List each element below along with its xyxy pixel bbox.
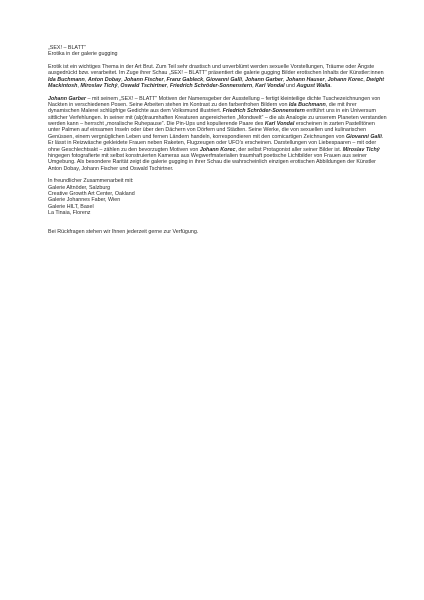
paragraph-text: , bbox=[282, 76, 286, 83]
document-content bbox=[48, 45, 388, 235]
paragraph-text: , bbox=[166, 83, 170, 90]
artist-name: Franz Gableck bbox=[166, 76, 204, 83]
artist-name: Friedrich Schröder-Sonnenstern bbox=[169, 83, 253, 90]
artist-name: Oswald Tschirtner bbox=[120, 83, 167, 90]
artist-name: Dwight Mackintosh bbox=[48, 76, 384, 90]
paragraph-text: entführt uns in ein Universum sittlicher Verfehlungen. In seiner mit (alp)traumhaften Kreaturen angereicherten „Mondwelt“ – die als Analogie zu unserem Planeten verstanden werden kann – herrscht „moralische Ruhepause“. Die Pin-Ups und kopulierende Paare des bbox=[48, 108, 387, 128]
artist-name: Johann Korec bbox=[199, 146, 236, 153]
paragraph-text: . bbox=[330, 83, 332, 90]
paragraph-text: erscheinen in zarten Pastelltönen unter Palmen auf einsamen Inseln oder über den Dächern von Dörfern und Städten. Seine Werke, die von sexuellen und kulinarischen Genüssen, einem vergnüglichen Leben und fernen Ländern handeln, korrespondieren mit den comicartigen Zeichnungen von bbox=[48, 121, 375, 140]
paragraph-text: , bbox=[363, 76, 367, 83]
partners-list bbox=[48, 178, 388, 216]
partner-item: La Tinaia, Florenz bbox=[48, 209, 91, 216]
artist-name: Ida Buchmann bbox=[48, 76, 85, 83]
partners-intro: In freundlicher Zusammenarbeit mit: bbox=[48, 178, 134, 185]
artist-name: Miroslav Tichý bbox=[342, 146, 380, 153]
closing-line: Bei Rückfragen stehen wir Ihnen jederzeit gerne zur Verfügung. bbox=[48, 228, 199, 235]
paragraph-text: , bbox=[324, 76, 328, 83]
paragraph-text: , bbox=[252, 83, 256, 90]
artist-name: Giovanni Galli bbox=[345, 133, 382, 140]
document-subtitle: Erotika in der galerie gugging bbox=[48, 51, 118, 58]
artist-name: Anton Dobay bbox=[87, 76, 122, 83]
paragraph-text: Erotik ist ein wichtiges Thema in der Art Brut. Zum Teil sehr drastisch und unverblümt werden sexuelle Vorstellungen, Träume oder Ängste ausgedrückt bzw. verarbeitet. Im Zuge ihrer Schau „SEX! – BLATT“ präsentiert die galerie gugging Bilder erotischen Inhalts der Künstler:innen bbox=[48, 64, 384, 77]
paragraph-text: , bbox=[163, 76, 167, 83]
body-paragraph bbox=[48, 96, 388, 172]
paragraph-text: , bbox=[77, 83, 81, 90]
paragraph-text: hingegen fotografierte mit selbst konstruierten Kameras aus Wegwerfmaterialien traumhaft poetische Lichtbilder von Frauen aus seiner Umgebung. Als besondere Rarität zeigt die galerie gugging in ihrer Schau die wahrscheinlich einzigen erotischen Abbildungen der Künstler Anton Dobay, Johann Fischer und Oswald Tschirtner. bbox=[48, 152, 376, 172]
paragraph-text: , bbox=[203, 76, 207, 83]
document-title: „SEX! – BLATT“ bbox=[48, 45, 86, 51]
artist-name: Johann Garber bbox=[48, 95, 87, 102]
artist-name: August Walla bbox=[296, 83, 331, 90]
partner-item: Galerie Altnöder, Salzburg bbox=[48, 184, 111, 191]
paragraph-text: , die mit ihrer dynamischen Malerei schlüpfrige Gedichte aus dem Volksmund illustriert. bbox=[48, 102, 357, 115]
paragraph-text: , bbox=[241, 76, 245, 83]
partner-item: Galerie HILT, Basel bbox=[48, 203, 94, 210]
artist-name: Johann Fischer bbox=[124, 76, 164, 83]
paragraph-text: , der selbst Protagonist aller seiner Bilder ist. bbox=[235, 146, 343, 153]
partner-item: Galerie Johannes Faber, Wien bbox=[48, 197, 121, 204]
artist-name: Miroslav Tichý bbox=[80, 83, 118, 90]
paragraph-text: , bbox=[117, 83, 121, 90]
artist-name: Giovanni Galli bbox=[206, 76, 242, 83]
artist-name: Ida Buchmann bbox=[288, 102, 326, 109]
partner-item: Creative Growth Art Center, Oakland bbox=[48, 190, 135, 197]
artist-name: Johann Garber bbox=[244, 76, 283, 83]
paragraph-text: – mit seinem „SEX! – BLATT“ Motiven der Namensgeber der Ausstellung – fertigt kleinteilige dichte Tuschezeichnungen von Nackten in verschiedenen Posen. Seine Arbeiten stehen im Kontrast zu den farbenfrohen Bildern von bbox=[48, 95, 381, 109]
intro-paragraph bbox=[48, 64, 388, 89]
paragraph-text: und bbox=[284, 83, 297, 90]
artist-name: Johann Hauser bbox=[285, 76, 325, 83]
artist-name: Karl Vondal bbox=[255, 83, 285, 90]
paragraph-text: . Er lässt in Reizwäsche gekleidete Frauen neben Raketen, Flugzeugen oder UFO’s erscheinen. Darstellungen von Liebespaaren – mit oder ohne Geschlechtsakt – zählen zu den bevorzugten Motiven von bbox=[48, 133, 384, 153]
artist-name: Friedrich Schröder-Sonnenstern bbox=[222, 108, 305, 115]
artist-name: Johann Korec bbox=[327, 76, 364, 83]
artist-name: Karl Vondal bbox=[264, 121, 295, 128]
paragraph-text: , bbox=[84, 76, 88, 83]
paragraph-text: , bbox=[121, 76, 125, 83]
